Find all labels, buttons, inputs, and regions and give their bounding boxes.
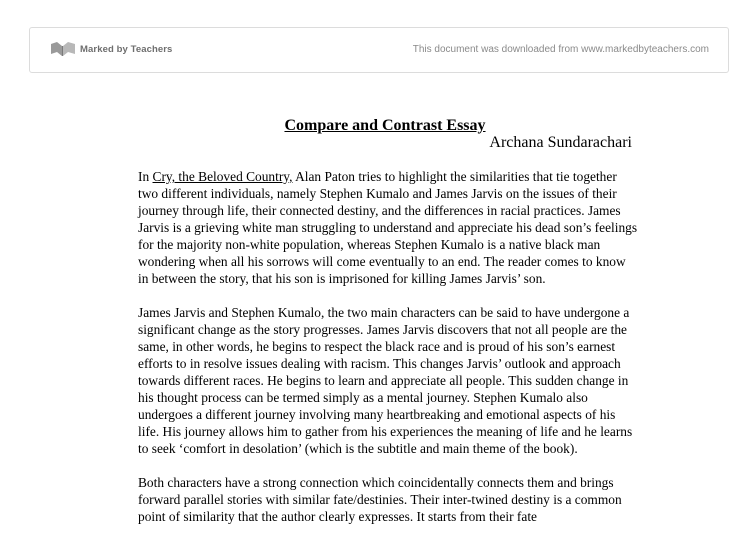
paragraph-1 — [138, 168, 638, 287]
paragraph-3: Both characters have a strong connection which coincidentally connects them and brings forward parallel stories with similar fate/destinies. Their inter-twined destiny is a common point of similarity that the author clearly expresses. It starts from their fate — [138, 475, 622, 524]
paragraph-1-text: Alan Paton tries to highlight the similarities that tie together two different individuals, namely Stephen Kumalo and James Jarvis on the issues of their journey through life, their connected destiny, and the differences in racial practices. James Jarvis is a grieving white man struggling to understand and appreciate his dead son’s feelings for the majority non-white population, whereas Stephen Kumalo is a native black man wondering when all his sorrows will come eventually to an end. The reader comes to know in between the story, that his son is imprisoned for killing James Jarvis’ son. — [138, 169, 638, 286]
brand-name: Marked by Teachers — [80, 43, 173, 55]
book-icon — [50, 41, 76, 57]
essay-title: Compare and Contrast Essay — [284, 117, 486, 134]
download-note: This document was downloaded from www.markedbyteachers.com — [412, 44, 709, 55]
book-title: Cry, the Beloved Country, — [152, 169, 293, 184]
brand-logo[interactable] — [50, 41, 172, 57]
paragraph-2: James Jarvis and Stephen Kumalo, the two main characters can be said to have undergone a significant change as the story progresses. James Jarvis discovers that not all people are the same, in other words, he begins to respect the black race and is proud of his son’s earnest efforts to in resolve issues dealing with racism. This changes Jarvis’ outlook and approach towards different races. He begins to learn and appreciate all people. This sudden change in his thought process can be termed simply as a mental journey. Stephen Kumalo also undergoes a different journey involving many heartbreaking and emotional aspects of his life. His journey allows him to gather from his experiences the meaning of life and he learns to seek ‘comfort in desolation’ (which is the subtitle and main theme of the book). — [138, 305, 633, 456]
essay-body — [138, 168, 638, 542]
download-banner — [29, 27, 729, 73]
author-name: Archana Sundarachari — [489, 134, 632, 151]
paragraph-1-lead: In — [138, 169, 153, 184]
